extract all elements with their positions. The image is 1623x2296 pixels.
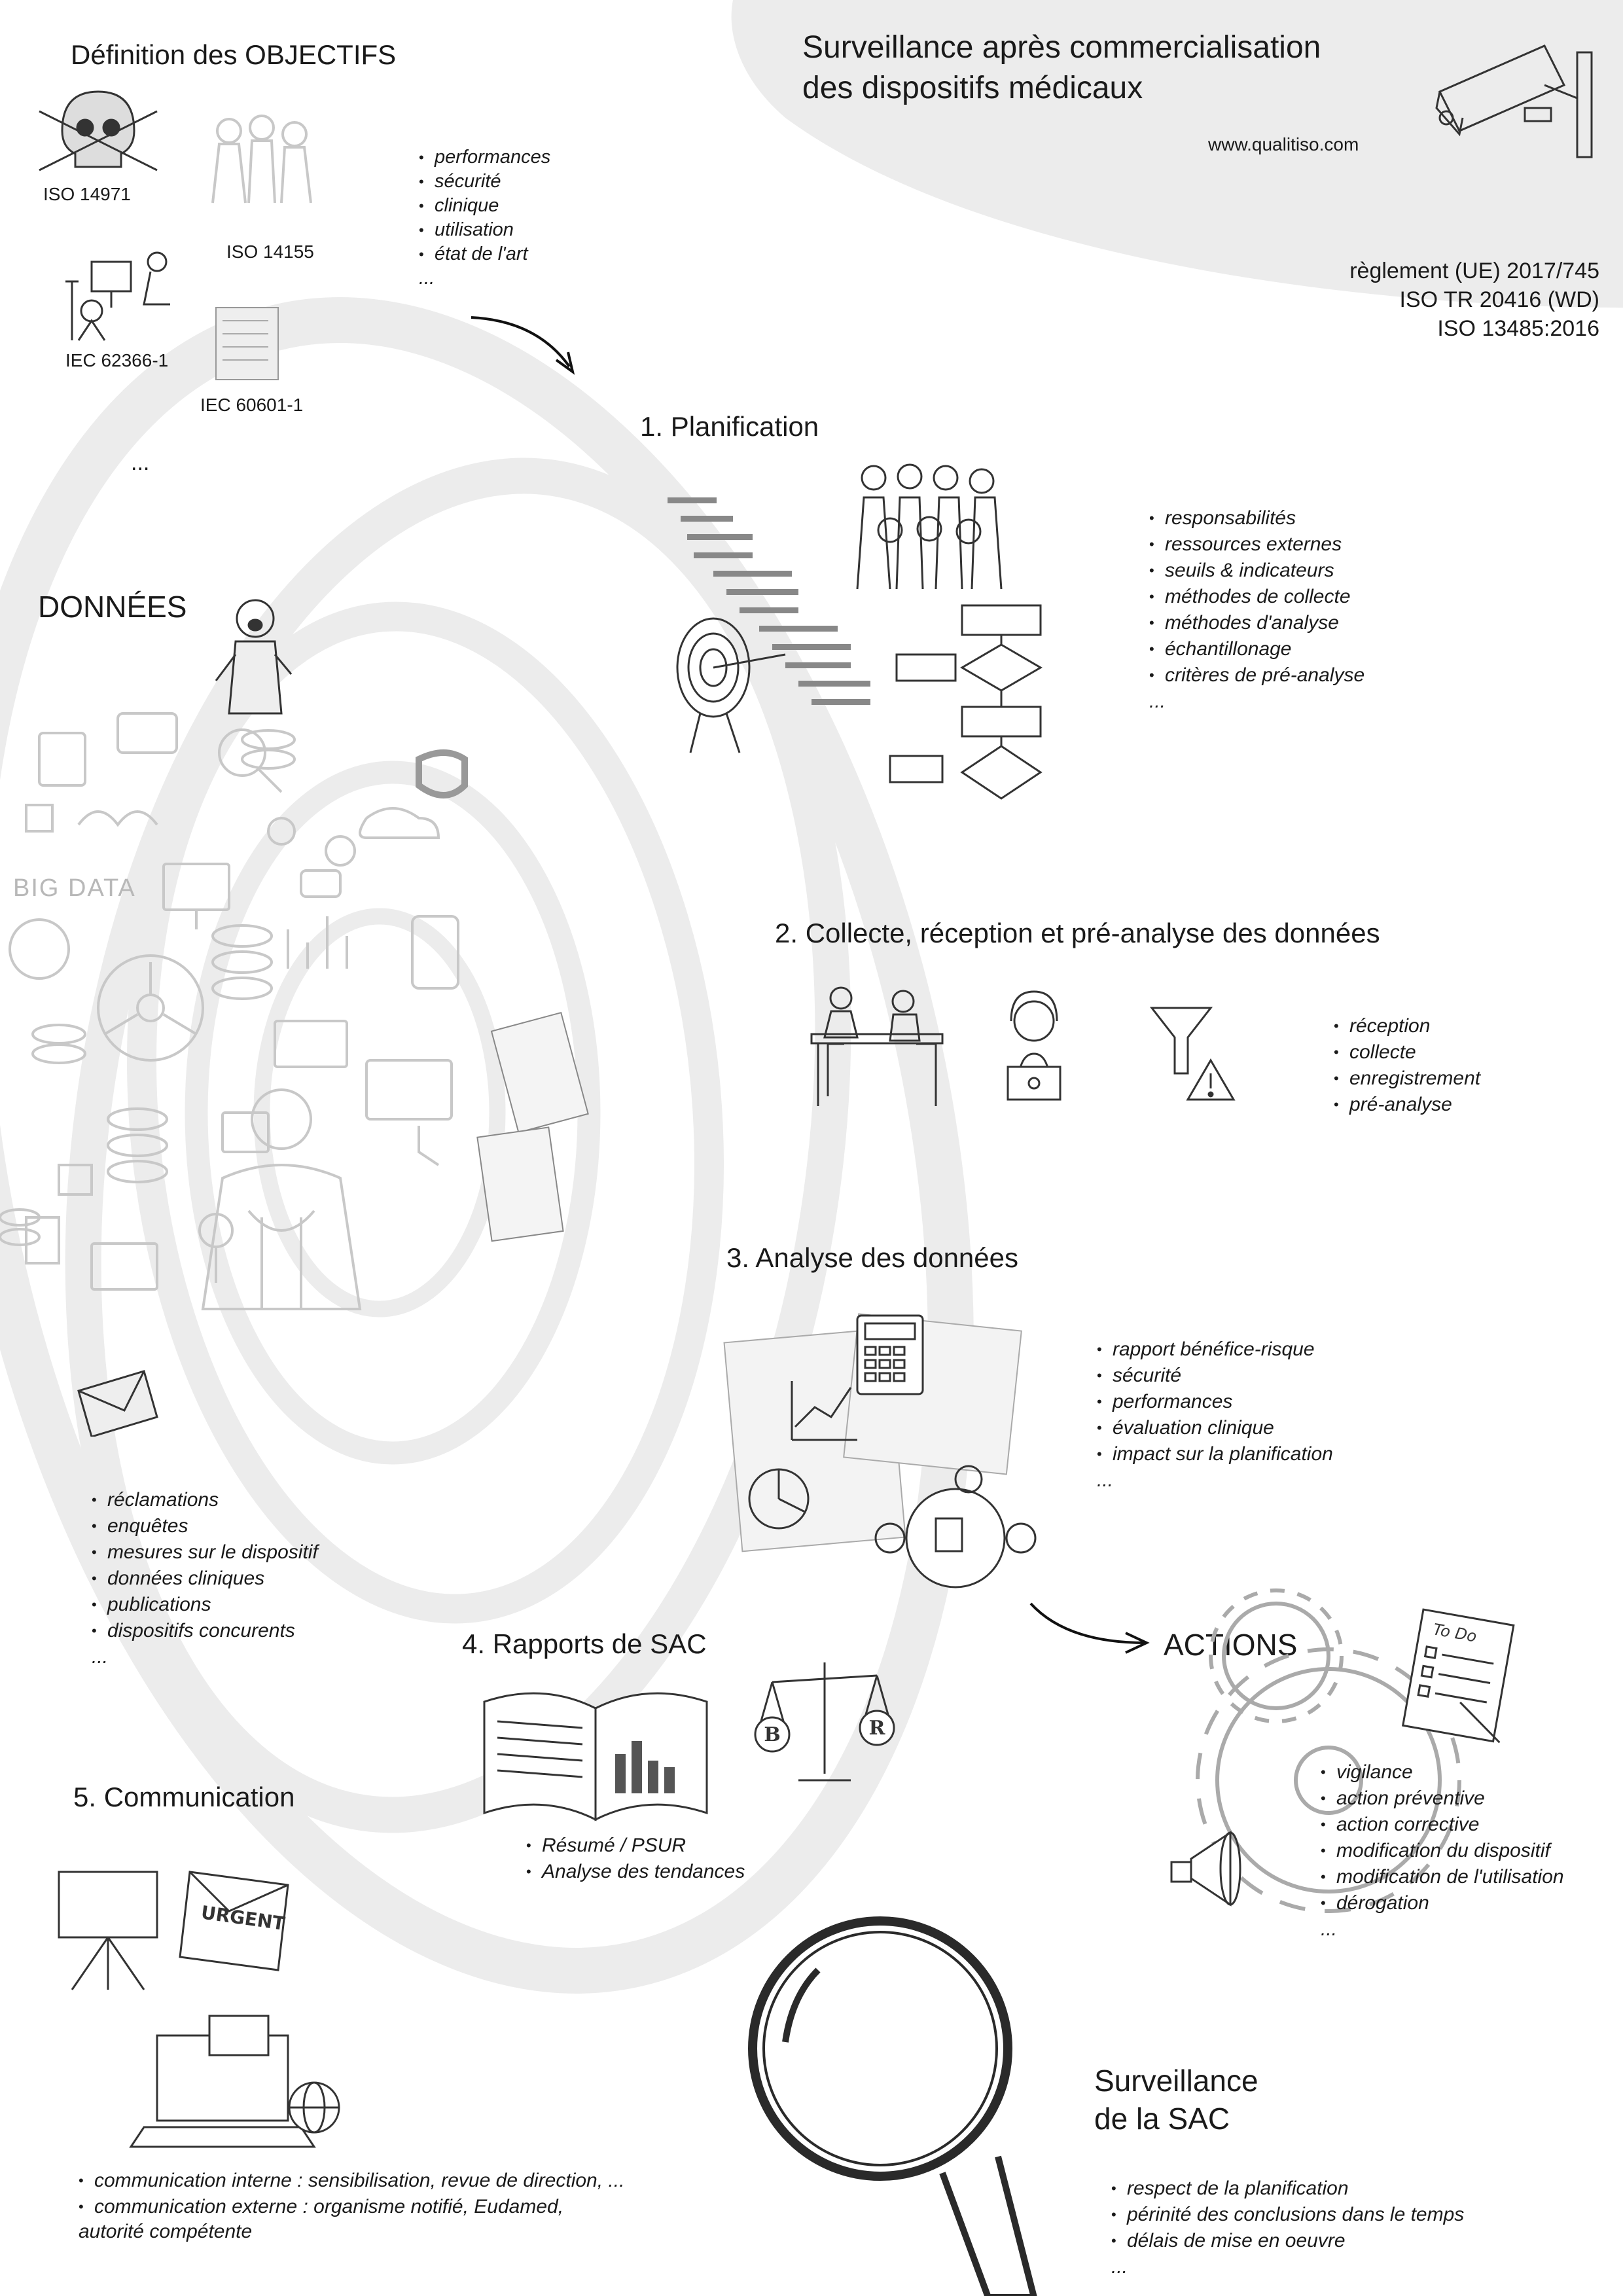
flowchart-icon bbox=[890, 605, 1041, 798]
actions-title: ACTIONS bbox=[1164, 1628, 1298, 1662]
balance-icon bbox=[746, 1649, 903, 1793]
list-item: • état de l'art bbox=[419, 242, 550, 266]
list-item: • impact sur la planification bbox=[1097, 1441, 1333, 1467]
team-icon bbox=[857, 465, 1001, 589]
gantt-chart-icon bbox=[668, 497, 870, 705]
communication-illustration bbox=[46, 1859, 386, 2160]
skull-icon bbox=[33, 79, 164, 183]
list-item: • seuils & indicateurs bbox=[1149, 558, 1364, 584]
benefit-label: B bbox=[764, 1723, 781, 1746]
list-item: • dispositifs concurents bbox=[92, 1618, 318, 1644]
rapports-title: 4. Rapports de SAC bbox=[462, 1628, 707, 1659]
list-item: • enquêtes bbox=[92, 1513, 318, 1539]
list-item: ... bbox=[1097, 1469, 1114, 1491]
reference-iso-13485: ISO 13485:2016 bbox=[1437, 316, 1599, 341]
standard-iec-62366-1: IEC 62366-1 bbox=[65, 350, 169, 370]
surveillance-title bbox=[1094, 2062, 1258, 2138]
list-item: ... bbox=[1321, 1918, 1338, 1940]
urgent-stamp: URGENT bbox=[200, 1901, 287, 1935]
megaphone-icon bbox=[1171, 1833, 1240, 1905]
analyse-illustration bbox=[720, 1309, 1086, 1610]
surveillance-title-line-2: de la SAC bbox=[1094, 2102, 1230, 2136]
list-item: • critères de pré-analyse bbox=[1149, 662, 1364, 689]
list-item: • utilisation bbox=[419, 218, 550, 242]
analyse-title: 3. Analyse des données bbox=[726, 1242, 1019, 1273]
list-item: • collecte bbox=[1334, 1039, 1480, 1066]
envelope-icon bbox=[72, 1365, 164, 1437]
arrow-objectifs-to-planification bbox=[465, 308, 582, 380]
website-url[interactable]: www.qualitiso.com bbox=[1208, 134, 1359, 154]
meeting-icon bbox=[812, 988, 942, 1106]
list-item: • publications bbox=[92, 1592, 318, 1618]
page-title-line-1: Surveillance après commercialisation bbox=[802, 30, 1321, 65]
list-item: ... bbox=[1149, 691, 1166, 712]
list-item: • échantillonage bbox=[1149, 636, 1364, 662]
calculator-icon bbox=[857, 1316, 923, 1394]
shouting-person-icon bbox=[209, 596, 301, 720]
risk-label: R bbox=[868, 1717, 885, 1740]
list-item: • pré-analyse bbox=[1334, 1092, 1480, 1118]
todo-label: To Do bbox=[1431, 1620, 1478, 1646]
list-item: • enregistrement bbox=[1334, 1066, 1480, 1092]
magnifier-icon bbox=[753, 1921, 1034, 2296]
planification-list bbox=[1149, 505, 1364, 715]
planning-illustration bbox=[615, 458, 1060, 805]
regulatory-references bbox=[1349, 257, 1599, 343]
filter-icon bbox=[1152, 1008, 1211, 1073]
list-item: • modification du dispositif bbox=[1321, 1838, 1564, 1864]
list-item: • méthodes de collecte bbox=[1149, 584, 1364, 610]
globe-icon bbox=[289, 2083, 339, 2132]
list-item: • périnité des conclusions dans le temps bbox=[1111, 2202, 1464, 2228]
list-item: • respect de la planification bbox=[1111, 2176, 1464, 2202]
list-item: • communication interne : sensibilisation, revue de direction, ... bbox=[79, 2168, 624, 2194]
list-item: • Analyse des tendances bbox=[526, 1859, 745, 1885]
list-item: • données cliniques bbox=[92, 1566, 318, 1592]
collecte-list bbox=[1334, 1013, 1480, 1118]
list-item: • dérogation bbox=[1321, 1890, 1564, 1916]
list-item: ... bbox=[419, 268, 435, 289]
surveillance-title-line-1: Surveillance bbox=[1094, 2064, 1258, 2098]
call-center-icon bbox=[1008, 992, 1060, 1100]
communication-list bbox=[79, 2168, 624, 2220]
electrical-safety-doc-icon bbox=[209, 301, 288, 386]
list-item: • méthodes d'analyse bbox=[1149, 610, 1364, 636]
list-item: • vigilance bbox=[1321, 1759, 1564, 1785]
camera-icon bbox=[1427, 26, 1610, 164]
analyse-list bbox=[1097, 1336, 1333, 1494]
list-item: ... bbox=[1111, 2256, 1128, 2278]
collecte-title: 2. Collecte, réception et pré-analyse des données bbox=[775, 918, 1380, 948]
list-item: • action corrective bbox=[1321, 1812, 1564, 1838]
list-item: • Résumé / PSUR bbox=[526, 1833, 745, 1859]
objectifs-title: Définition des OBJECTIFS bbox=[71, 39, 397, 70]
list-item: • clinique bbox=[419, 194, 550, 218]
planification-title: 1. Planification bbox=[640, 411, 819, 442]
laptop-icon bbox=[131, 2016, 314, 2147]
presentation-board-icon bbox=[59, 1872, 157, 1990]
open-book-icon bbox=[471, 1676, 720, 1826]
todo-list-icon bbox=[1394, 1604, 1525, 1748]
target-icon bbox=[677, 619, 785, 753]
rapports-list bbox=[526, 1833, 745, 1885]
collecte-illustration bbox=[805, 982, 1263, 1126]
list-item: • réclamations bbox=[92, 1487, 318, 1513]
standards-more: ... bbox=[131, 450, 150, 475]
objectifs-list bbox=[419, 145, 550, 291]
communication-continuation: autorité compétente bbox=[79, 2221, 253, 2242]
big-data-label: BIG DATA bbox=[13, 874, 136, 902]
surveillance-list bbox=[1111, 2176, 1464, 2280]
standard-iso-14155: ISO 14155 bbox=[226, 242, 314, 262]
page-title bbox=[802, 27, 1321, 109]
clinical-team-icon bbox=[203, 111, 321, 209]
list-item: • communication externe : organisme notifié, Eudamed, bbox=[79, 2194, 624, 2220]
list-item: • sécurité bbox=[419, 170, 550, 194]
list-item: • modification de l'utilisation bbox=[1321, 1864, 1564, 1890]
list-item: • action préventive bbox=[1321, 1785, 1564, 1812]
list-item: • délais de mise en oeuvre bbox=[1111, 2228, 1464, 2254]
donnees-list bbox=[92, 1487, 318, 1670]
standard-iec-60601-1: IEC 60601-1 bbox=[200, 395, 304, 415]
reference-mdr: règlement (UE) 2017/745 bbox=[1349, 259, 1599, 283]
list-item: • performances bbox=[1097, 1389, 1333, 1415]
list-item: • évaluation clinique bbox=[1097, 1415, 1333, 1441]
list-item: ... bbox=[92, 1646, 109, 1668]
list-item: • responsabilités bbox=[1149, 505, 1364, 531]
page-title-line-2: des dispositifs médicaux bbox=[802, 71, 1143, 105]
list-item: • mesures sur le dispositif bbox=[92, 1539, 318, 1566]
usability-test-icon bbox=[52, 249, 183, 347]
list-item: • sécurité bbox=[1097, 1363, 1333, 1389]
donnees-title: DONNÉES bbox=[38, 590, 187, 624]
list-item: • ressources externes bbox=[1149, 531, 1364, 558]
communication-title: 5. Communication bbox=[73, 1782, 295, 1812]
list-item: • réception bbox=[1334, 1013, 1480, 1039]
standard-iso-14971: ISO 14971 bbox=[43, 184, 131, 204]
list-item: • performances bbox=[419, 145, 550, 170]
actions-list bbox=[1321, 1759, 1564, 1943]
warning-icon bbox=[1188, 1060, 1234, 1100]
reference-iso-tr-20416: ISO TR 20416 (WD) bbox=[1399, 287, 1599, 312]
list-item: • rapport bénéfice-risque bbox=[1097, 1336, 1333, 1363]
